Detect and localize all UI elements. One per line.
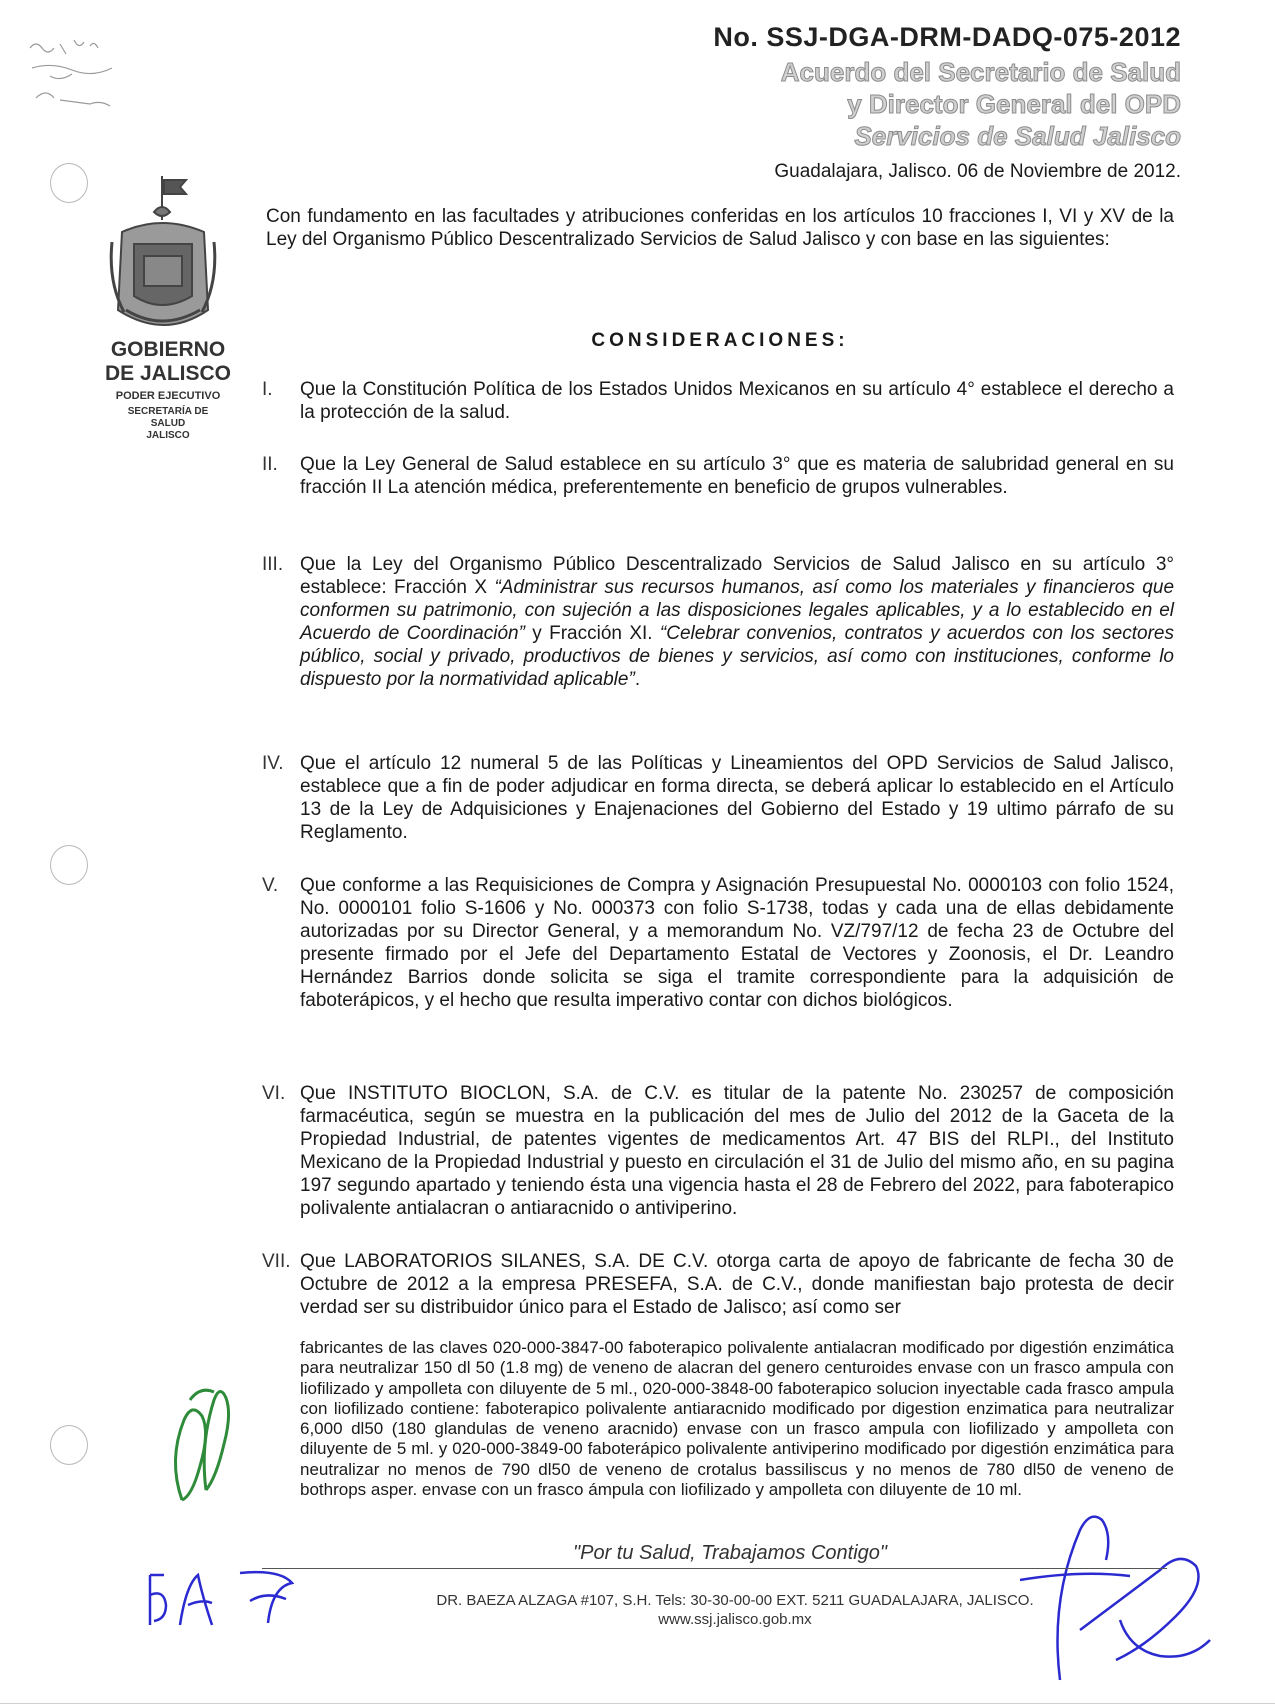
footer-website[interactable]: www.ssj.jalisco.gob.mx [658, 1611, 812, 1628]
consideration-item-2 [262, 453, 1174, 499]
item-text: Que el artículo 12 numeral 5 de las Políticas y Lineamientos del OPD Servicios de Salud Jalisco, establece que a fin de poder adjudicar en forma directa, se deberá aplicar lo establecido en el Artículo 13 de la Ley de Adquisiciones y Enajenaciones del Gobierno del Estado y 19 ultimo párrafo de su Reglamento. [300, 753, 1174, 843]
consideration-item-7 [262, 1250, 1174, 1319]
blue-handwritten-marks [140, 1555, 340, 1635]
considerations-heading: CONSIDERACIONES: [591, 330, 849, 351]
item-text-part: Que la Ley del Organismo Público Descentralizado Servicios de Salud Jalisco en su artículo 3° establece: Fracción X [300, 554, 1174, 598]
header-title-line-1: Acuerdo del Secretario de Salud [780, 57, 1181, 87]
consideration-item-5 [262, 874, 1174, 1012]
green-handwritten-initials [160, 1380, 255, 1510]
consideration-item-4 [262, 752, 1174, 844]
binder-hole-bottom [50, 1425, 88, 1465]
item-quote: “Celebrar convenios, contratos y acuerdos con los sectores público, social y privado, productivos de bienes y servicios, así como con instituciones, conforme lo dispuesto por la normatividad aplicable” [300, 623, 1174, 690]
item-text-small: fabricantes de las claves 020-000-3847-00 faboterapico polivalente antialacran modificado por digestión enzimática para neutralizar 150 dl 50 (1.8 mg) de veneno de alacran del genero centuroides envase con un frasco ampula con liofilizado y ampolleta con diluyente de 5 ml., 020-000-3848-00 faboterapico solucion inyectable cada frasco ampula con liofilizado contiene: faboterapico polivalente antiaracnido modificado por digestion enzimatica para neutralizar 6,000 dl50 (180 glandulas de veneno aracnido) envase con un frasco ampula con liofilizado y ampolleta con diluyente de 5 ml. y 020-000-3849-00 faboterápico polivalente antiviperino modificado por digestión enzimática para neutralizar no menos de 790 dl50 de veneno de crotalus bassiliscus y no menos de 780 dl50 de veneno de bothrops asper. envase con un frasco ámpula con liofilizado y ampolleta con diluyente de 10 ml. [300, 1338, 1174, 1500]
gov-line-6: JALISCO [146, 430, 190, 441]
consideration-item-1 [262, 378, 1174, 424]
slogan: "Por tu Salud, Trabajamos Contigo" [573, 1542, 887, 1564]
item-number: III. [262, 554, 284, 575]
gov-line-5: SALUD [150, 418, 186, 429]
header-title-line-3: Servicios de Salud Jalisco [854, 121, 1181, 151]
binder-hole-top [50, 163, 88, 203]
item-text: Que INSTITUTO BIOCLON, S.A. de C.V. es titular de la patente No. 230257 de composición farmacéutica, según se muestra en la publicación del mes de Julio del 2012 de la Gaceta de la Propiedad Industrial, de patentes vigentes de medicamentos Art. 47 BIS del RLPI., del Instituto Mexicano de la Propiedad Industrial y puesto en circulación el 31 de Julio del mismo año, en su pagina 197 segundo apartado y teniendo ésta una vigencia hasta el 28 de Febrero del 2022, para faboterapico polivalente antialacran o antiaracnido o antiviperino. [300, 1083, 1174, 1219]
gov-line-4: SECRETARÍA DE [127, 406, 209, 417]
item-quote: “Administrar sus recursos humanos, así como los materiales y financieros que conformen su patrimonio, con sujeción a las disposiciones legales aplicables, y a lo establecido en el Acuerdo de Coordinación” [300, 577, 1175, 644]
item-number: VII. [262, 1251, 291, 1272]
jalisco-coat-of-arms-icon [104, 172, 222, 337]
consideration-item-6 [262, 1082, 1174, 1220]
footer-address: DR. BAEZA ALZAGA #107, S.H. Tels: 30-30-00-00 EXT. 5211 GUADALAJARA, JALISCO. [436, 1592, 1034, 1609]
item-number: II. [262, 454, 278, 475]
page-edge [0, 1703, 1275, 1704]
document-number: No. SSJ-DGA-DRM-DADQ-075-2012 [713, 22, 1181, 52]
consideration-item-3 [262, 553, 1174, 691]
footer-divider [262, 1568, 1167, 1569]
signature [1000, 1480, 1260, 1690]
item-text: Que la Constitución Política de los Estados Unidos Mexicanos en su artículo 4° establece el derecho a la protección de la salud. [300, 379, 1174, 423]
item-text-part: y Fracción XI. [524, 623, 660, 644]
government-logo-text [88, 338, 248, 442]
item-number: V. [262, 875, 279, 896]
place-and-date: Guadalajara, Jalisco. 06 de Noviembre de 2012. [774, 161, 1181, 182]
gov-line-2: DE JALISCO [104, 362, 232, 385]
item-text: Que LABORATORIOS SILANES, S.A. DE C.V. otorga carta de apoyo de fabricante de fecha 30 de Octubre de 2012 a la empresa PRESEFA, S.A. de C.V., donde manifiestan bajo protesta de decir verdad ser su distribuidor único para el Estado de Jalisco; así como ser [300, 1251, 1174, 1318]
consideration-item-7-continuation [262, 1338, 1174, 1500]
header-title-line-2: y Director General del OPD [847, 89, 1181, 119]
item-number: IV. [262, 753, 284, 774]
item-text [300, 553, 1174, 691]
gov-line-1: GOBIERNO [110, 338, 226, 361]
item-text-part: . [634, 669, 641, 690]
intro-paragraph: Con fundamento en las facultades y atribuciones conferidas en los artículos 10 fracciones I, VI y XV de la Ley del Organismo Público Descentralizado Servicios de Salud Jalisco y con base en las siguientes: [266, 206, 1174, 250]
item-text: Que la Ley General de Salud establece en su artículo 3° que es materia de salubridad general en su fracción II La atención médica, preferentemente en beneficio de grupos vulnerables. [300, 454, 1174, 498]
item-number: VI. [262, 1083, 286, 1104]
gov-line-3: PODER EJECUTIVO [115, 390, 221, 402]
binder-hole-middle [50, 845, 88, 885]
corner-scribble [20, 28, 160, 118]
item-number: I. [262, 379, 273, 400]
item-text: Que conforme a las Requisiciones de Compra y Asignación Presupuestal No. 0000103 con folio 1524, No. 0000101 folio S-1606 y No. 000373 con folio S-1738, todas y cada una de ellas debidamente autorizadas por su Director General, y a memorandum No. VZ/797/12 de fecha 23 de Octubre del presente firmado por el Jefe del Departamento Estatal de Vectores y Zoonosis, el Dr. Leandro Hernández Barrios donde solicita se siga el tramite correspondiente para la adquisición de faboterápicos, y el hecho que resulta imperativo contar con dichos biológicos. [300, 875, 1174, 1011]
